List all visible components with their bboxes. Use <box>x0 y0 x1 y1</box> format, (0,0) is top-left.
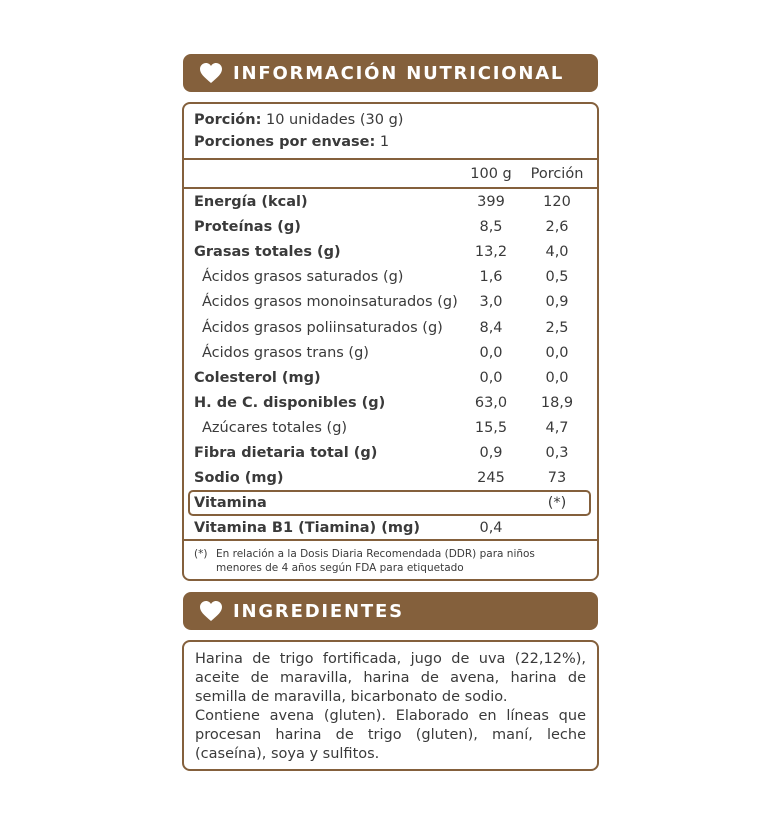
value-portion: (*) <box>547 495 567 512</box>
nutrient-row <box>184 342 597 367</box>
nutrient-label: Ácidos grasos saturados (g) <box>202 269 404 286</box>
nutrition-title: INFORMACIÓN NUTRICIONAL <box>233 62 565 84</box>
nutrient-row <box>184 367 597 392</box>
value-100g: 13,2 <box>474 244 508 261</box>
serving-size: Porción: 10 unidades (30 g) <box>194 112 404 128</box>
column-header-100g: 100 g <box>470 166 512 182</box>
value-portion: 18,9 <box>540 394 574 411</box>
nutrient-label: Vitamina B1 (Tiamina) (mg) <box>194 520 420 537</box>
nutrient-row <box>184 442 597 467</box>
ingredients-box <box>182 640 599 771</box>
value-portion: 0,0 <box>545 344 569 361</box>
nutrient-row <box>184 191 597 216</box>
value-100g: 1,6 <box>479 269 503 286</box>
nutrient-label: Ácidos grasos poliinsaturados (g) <box>202 319 443 336</box>
value-portion: 0,9 <box>545 294 569 311</box>
nutrient-row <box>184 467 597 492</box>
value-portion: 4,7 <box>545 419 569 436</box>
value-portion: 0,3 <box>545 445 569 461</box>
nutrient-label: Proteínas (g) <box>194 219 301 236</box>
value-100g: 0,0 <box>479 344 503 361</box>
nutrient-row <box>184 492 597 517</box>
nutrient-row <box>184 291 597 316</box>
nutrient-label: Ácidos grasos monoinsaturados (g) <box>202 294 458 311</box>
value-100g: 3,0 <box>479 294 503 311</box>
value-portion: 0,0 <box>545 369 569 386</box>
divider <box>184 539 597 541</box>
heart-icon <box>199 62 223 84</box>
value-100g: 0,9 <box>479 445 503 461</box>
value-100g: 15,5 <box>474 419 508 436</box>
value-100g: 8,4 <box>479 319 503 336</box>
value-portion: 2,5 <box>545 319 569 336</box>
nutrient-row <box>184 241 597 266</box>
value-portion: 73 <box>547 470 567 487</box>
value-portion: 0,5 <box>545 269 569 286</box>
nutrient-label: Fibra dietaria total (g) <box>194 445 378 461</box>
nutrient-label: Ácidos grasos trans (g) <box>202 344 369 361</box>
nutrition-header <box>183 54 598 92</box>
value-portion: 120 <box>543 194 571 210</box>
nutrient-row <box>184 216 597 241</box>
allergen-statement: Contiene avena (gluten). Elaborado en líneas que procesan harina de trigo (gluten), maní, leche (caseína), soya y sulfitos. <box>195 708 586 762</box>
ingredients-header <box>183 592 598 630</box>
nutrient-row <box>184 266 597 291</box>
value-100g: 245 <box>477 470 505 487</box>
ingredients-list: Harina de trigo fortificada, jugo de uva (22,12%), aceite de maravilla, harina de avena, harina de semilla de maravilla, bicarbonato de sodio. <box>195 651 586 705</box>
value-portion: 2,6 <box>545 219 569 236</box>
value-100g: 399 <box>477 194 505 210</box>
servings-per-container: Porciones por envase: 1 <box>194 134 390 150</box>
value-100g: 0,0 <box>479 369 503 386</box>
nutrient-label: Grasas totales (g) <box>194 244 341 261</box>
nutrient-row <box>184 317 597 342</box>
divider <box>184 158 597 160</box>
nutrient-label: Azúcares totales (g) <box>202 419 348 436</box>
nutrient-label: Vitamina <box>194 495 267 512</box>
nutrient-label: Colesterol (mg) <box>194 369 321 386</box>
footnote: (*) En relación a la Dosis Diaria Recomendada (DDR) para niños menores de 4 años según FDA para etiquetado <box>194 548 535 574</box>
ingredients-title: INGREDIENTES <box>233 600 404 622</box>
divider <box>184 187 597 189</box>
nutrient-row <box>184 417 597 442</box>
nutrient-row <box>184 392 597 417</box>
nutrient-label: Energía (kcal) <box>194 194 308 210</box>
nutrition-table <box>182 102 599 581</box>
value-100g: 8,5 <box>479 219 503 236</box>
nutrient-label: Sodio (mg) <box>194 470 284 487</box>
value-100g: 63,0 <box>474 394 508 411</box>
value-100g: 0,4 <box>479 520 503 537</box>
heart-icon <box>199 600 223 622</box>
column-header-portion: Porción <box>530 166 584 182</box>
nutrient-label: H. de C. disponibles (g) <box>194 394 386 411</box>
value-portion: 4,0 <box>545 244 569 261</box>
